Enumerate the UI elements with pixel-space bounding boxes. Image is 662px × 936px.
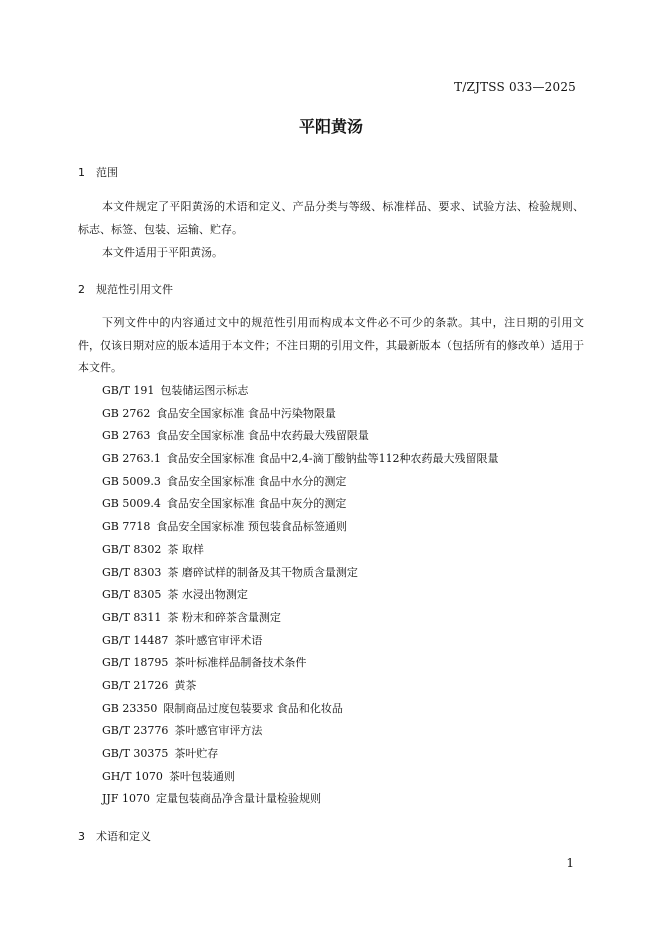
reference-code: GB 2763.1 [102, 452, 161, 466]
reference-code: GB/T 191 [102, 384, 155, 397]
reference-item [102, 698, 499, 721]
reference-code: GB/T 8302 [102, 542, 162, 556]
reference-code: GB/T 23776 [102, 724, 169, 738]
reference-item [102, 607, 499, 630]
reference-item [102, 493, 499, 516]
reference-title: 茶 水浸出物测定 [167, 588, 248, 602]
reference-title: 食品安全国家标准 食品中2,4-滴丁酸钠盐等112种农药最大残留限量 [166, 452, 499, 466]
reference-title: 茶叶感官审评方法 [174, 724, 263, 738]
reference-code: JJF 1070 [102, 792, 150, 806]
section-1-heading [78, 164, 118, 180]
reference-title: 黄茶 [174, 678, 197, 692]
section-title: 术语和定义 [96, 830, 151, 843]
reference-title: 食品安全国家标准 食品中水分的测定 [166, 474, 347, 488]
section-title: 范围 [96, 166, 118, 179]
reference-title: 茶 磨碎试样的制备及其干物质含量测定 [167, 565, 358, 579]
reference-title: 食品安全国家标准 食品中灰分的测定 [166, 497, 347, 511]
reference-title: 茶叶包装通则 [168, 769, 235, 783]
reference-item [102, 675, 499, 698]
reference-code: GB/T 21726 [102, 678, 169, 692]
reference-item [102, 403, 499, 426]
reference-code: GB 5009.4 [102, 497, 161, 511]
reference-title: 食品安全国家标准 食品中污染物限量 [156, 406, 336, 420]
section-3-heading [78, 828, 151, 844]
reference-title: 茶叶感官审评术语 [174, 633, 263, 647]
section-number: 1 [78, 166, 85, 179]
reference-code: GH/T 1070 [102, 769, 163, 783]
reference-code: GB/T 18795 [102, 656, 169, 670]
scope-applicability-paragraph: 本文件适用于平阳黄汤。 [102, 246, 223, 259]
reference-title: 茶 取样 [167, 542, 204, 556]
reference-item [102, 630, 499, 653]
reference-title: 茶 粉末和碎茶含量测定 [167, 610, 281, 624]
reference-item [102, 448, 499, 471]
reference-code: GB/T 30375 [102, 747, 169, 760]
reference-code: GB/T 14487 [102, 633, 169, 647]
reference-code: GB 7718 [102, 520, 151, 534]
scope-paragraph: 本文件规定了平阳黄汤的术语和定义、产品分类与等级、标准样品、要求、试验方法、检验规则、标志、标签、包装、运输、贮存。 [78, 200, 584, 236]
normative-references-intro: 下列文件中的内容通过文中的规范性引用而构成本文件必不可少的条款。其中，注日期的引用文件，仅该日期对应的版本适用于本文件；不注日期的引用文件，其最新版本（包括所有的修改单）适用于本文件。 [78, 316, 584, 374]
reference-code: GB 23350 [102, 701, 158, 715]
reference-code: GB/T 8303 [102, 565, 162, 579]
reference-item [102, 743, 499, 766]
section-number: 2 [78, 283, 85, 296]
reference-item [102, 788, 499, 811]
section-number: 3 [78, 830, 85, 843]
reference-title: 限制商品过度包装要求 食品和化妆品 [163, 701, 343, 715]
reference-code: GB/T 8311 [102, 610, 162, 624]
reference-item [102, 539, 499, 562]
reference-item [102, 471, 499, 494]
reference-title: 茶叶贮存 [174, 747, 219, 760]
reference-title: 包装储运图示标志 [160, 384, 249, 397]
reference-code: GB 2762 [102, 406, 151, 420]
reference-item [102, 380, 499, 403]
reference-title: 定量包装商品净含量计量检验规则 [155, 792, 321, 806]
document-title: 平阳黄汤 [298, 117, 363, 136]
reference-item [102, 720, 499, 743]
reference-code: GB 2763 [102, 429, 151, 443]
reference-title: 食品安全国家标准 食品中农药最大残留限量 [156, 429, 369, 443]
reference-item [102, 766, 499, 789]
reference-item [102, 584, 499, 607]
section-2-heading [78, 281, 173, 297]
page-number: 1 [566, 856, 574, 870]
reference-item [102, 652, 499, 675]
reference-code: GB 5009.3 [102, 474, 161, 488]
section-title: 规范性引用文件 [96, 283, 173, 296]
standard-code: T/ZJTSS 033—2025 [454, 80, 576, 94]
reference-code: GB/T 8305 [102, 588, 162, 602]
reference-title: 食品安全国家标准 预包装食品标签通则 [156, 520, 347, 534]
reference-item [102, 562, 499, 585]
reference-title: 茶叶标准样品制备技术条件 [174, 656, 307, 670]
reference-list [102, 380, 499, 811]
reference-item [102, 516, 499, 539]
reference-item [102, 425, 499, 448]
